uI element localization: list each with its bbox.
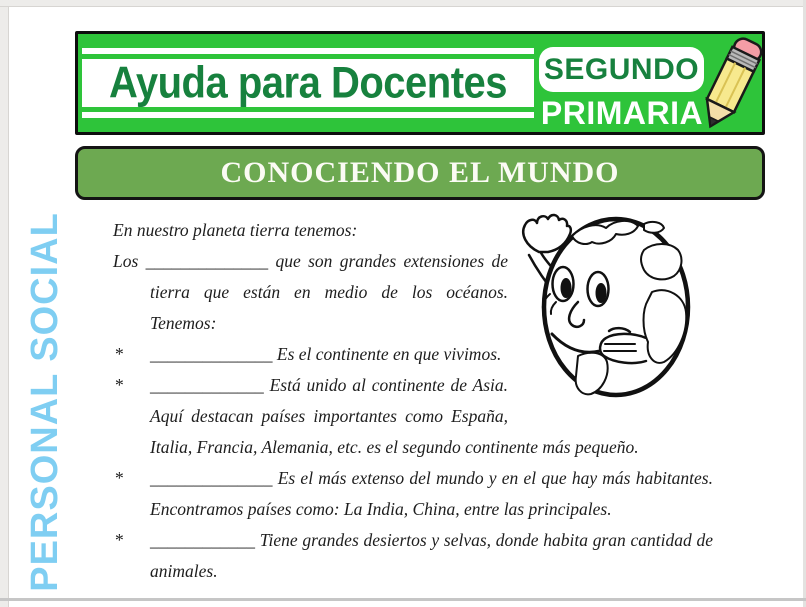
bullet-text: ______________ Es el continente en que vivimos. <box>150 344 502 364</box>
bullet-item-africa <box>113 525 713 587</box>
bullet-marker: * <box>115 344 124 364</box>
bullet-text: ____________ Tiene grandes desiertos y selvas, donde habita gran cantidad de animales. <box>150 530 713 581</box>
worksheet-title-bar <box>75 146 765 200</box>
bullet-marker: * <box>115 468 124 488</box>
bullet-text: ______________ Es el más extenso del mundo y en el que hay más habitantes. Encontramos países como: La India, China, entre las principales. <box>150 468 713 519</box>
grade-level-label: PRIMARIA <box>540 94 704 131</box>
intro-line: En nuestro planeta tierra tenemos: <box>113 220 358 240</box>
banner-brand-panel <box>82 37 534 129</box>
page-edge-top <box>0 0 806 7</box>
worksheet-title: CONOCIENDO EL MUNDO <box>220 156 620 189</box>
globe-earth-mascot-image <box>512 210 752 400</box>
bullet-item-asia <box>113 463 713 525</box>
tenemos-line: Tenemos: <box>150 313 217 333</box>
paragraph-continents: Los ______________ que son grandes extensiones de tierra que están en medio de los océanos. <box>113 251 508 302</box>
grade-badge <box>539 47 704 92</box>
page-edge-bottom <box>0 598 806 601</box>
grade-badge-label: SEGUNDO <box>543 52 700 86</box>
course-label-vertical: PERSONAL SOCIAL <box>23 212 66 592</box>
site-banner <box>75 31 765 135</box>
bullet-text: _____________ Está unido al continente de Asia. Aquí destacan países importantes como España, Italia, Francia, Alemania, etc. es el segundo continente más pequeño. <box>150 375 639 457</box>
bullet-marker: * <box>115 530 124 550</box>
bullet-marker: * <box>115 375 124 395</box>
page-edge-left <box>0 0 9 607</box>
brand-title: Ayuda para Docentes <box>108 57 508 108</box>
